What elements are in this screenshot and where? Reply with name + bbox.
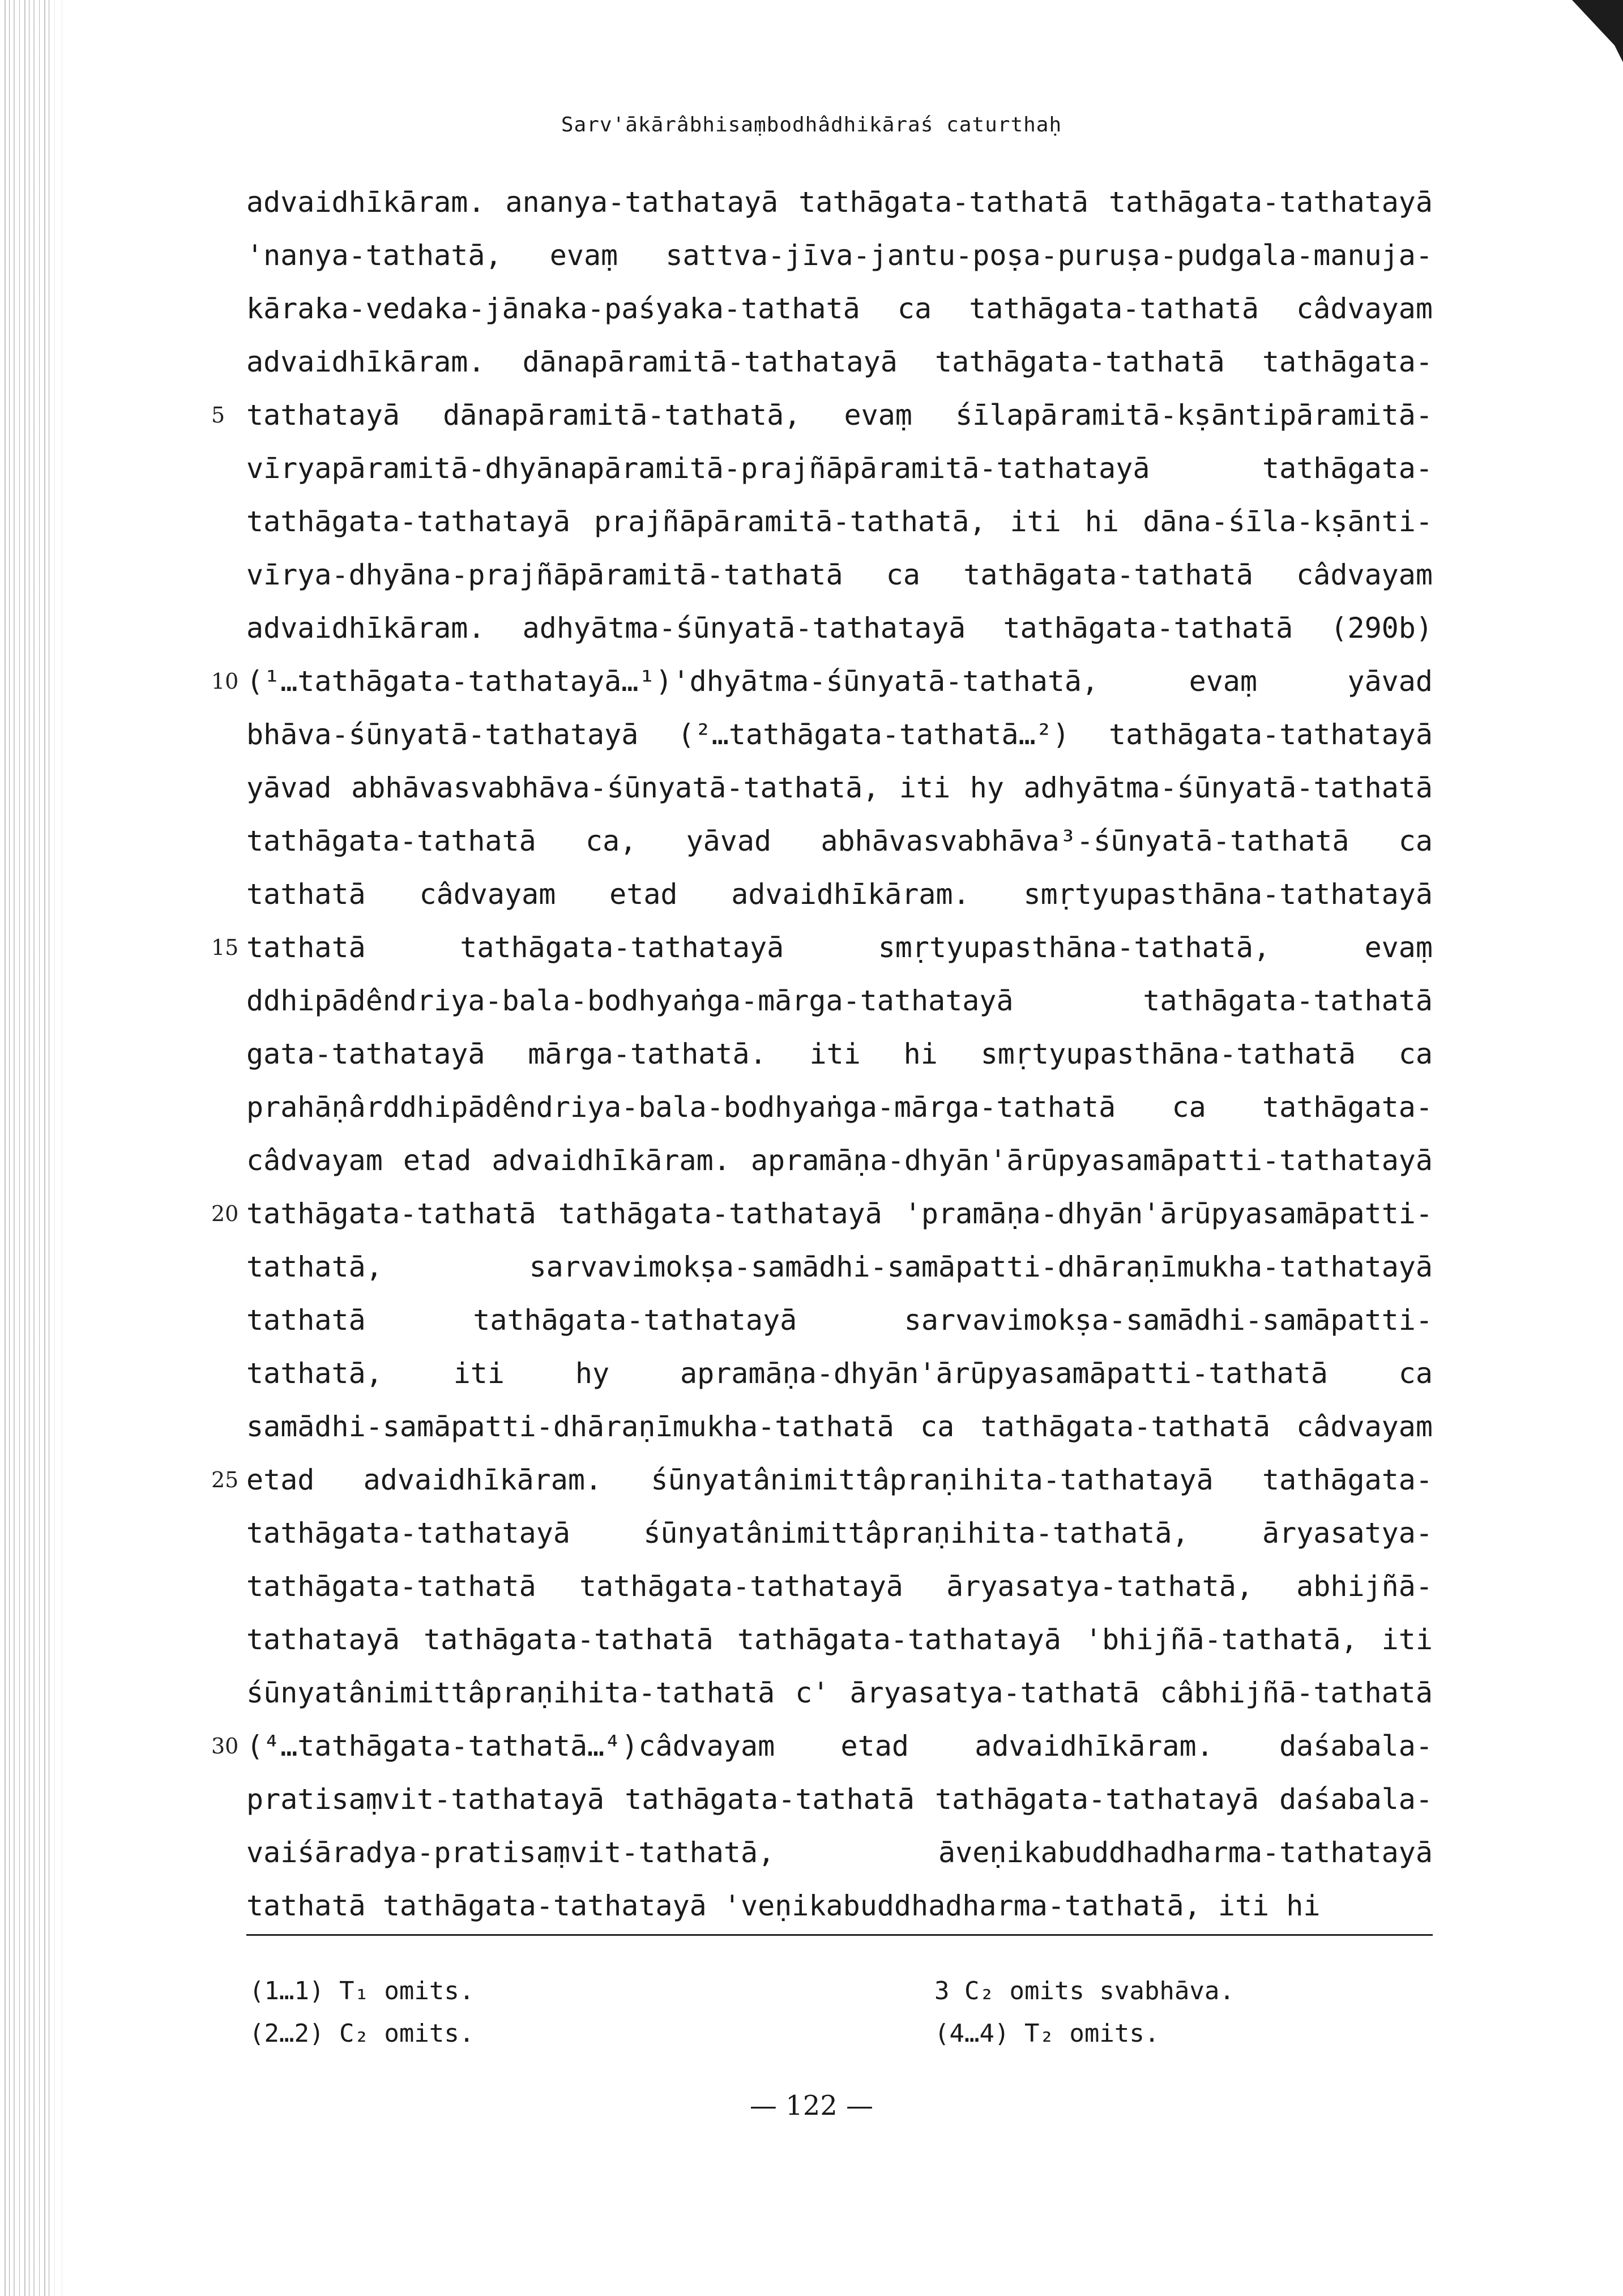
- line-text: yāvad abhāvasvabhāva-śūnyatā-tathatā, iti hy adhyātma-śūnyatā-tathatā: [246, 771, 1433, 804]
- text-line: [246, 442, 1433, 495]
- text-line: [246, 1081, 1433, 1134]
- footnote-3: 3 C₂ omits svabhāva.: [934, 1977, 1235, 2005]
- text-line: [246, 601, 1433, 655]
- text-line: [211, 655, 1433, 708]
- text-line: [246, 1134, 1433, 1187]
- text-line: [246, 1027, 1433, 1081]
- main-text-block: [211, 176, 1433, 1932]
- scan-edge-left-inner: [51, 0, 67, 2296]
- footnote-4: (4…4) T₂ omits.: [934, 2019, 1160, 2048]
- text-line: [246, 814, 1433, 868]
- footnote-rule: [246, 1934, 1433, 1936]
- line-number: 25: [211, 1467, 239, 1492]
- line-number: 5: [211, 403, 225, 428]
- text-line: [246, 974, 1433, 1027]
- text-line: [246, 868, 1433, 921]
- text-line: [246, 1240, 1433, 1294]
- text-line: [211, 1453, 1433, 1507]
- line-text: samādhi-samāpatti-dhāraṇīmukha-tathatā ca tathāgata-tathatā câdvayam: [246, 1410, 1433, 1443]
- text-line: [246, 1879, 1433, 1932]
- running-head: Sarv'ākārâbhisaṃbodhâdhikāraś caturthaḥ: [561, 113, 1062, 136]
- line-text: advaidhīkāram. ananya-tathatayā tathāgata-tathatā tathāgata-tathatayā: [246, 186, 1433, 219]
- line-text: vīrya-dhyāna-prajñāpāramitā-tathatā ca tathāgata-tathatā câdvayam: [246, 558, 1433, 591]
- line-text: vaiśāradya-pratisaṃvit-tathatā, āveṇikabuddhadharma-tathatayā: [246, 1836, 1433, 1869]
- text-line: [246, 282, 1433, 335]
- line-text: tathāgata-tathatā tathāgata-tathatayā 'pramāṇa-dhyān'ārūpyasamāpatti-: [246, 1197, 1433, 1230]
- text-line: [246, 548, 1433, 601]
- text-line: [211, 921, 1433, 974]
- line-text: tathatayā tathāgata-tathatā tathāgata-tathatayā 'bhijñā-tathatā, iti: [246, 1623, 1433, 1656]
- line-text: tathatā tathāgata-tathatayā sarvavimokṣa-samādhi-samāpatti-: [246, 1304, 1433, 1337]
- text-line: [211, 389, 1433, 442]
- line-number: 30: [211, 1734, 239, 1759]
- line-text: advaidhīkāram. adhyātma-śūnyatā-tathatayā tathāgata-tathatā (290b): [246, 612, 1433, 645]
- line-text: vīryapāramitā-dhyānapāramitā-prajñāpāramitā-tathatayā tathāgata-: [246, 452, 1433, 485]
- line-text: tathāgata-tathatā tathāgata-tathatayā āryasatya-tathatā, abhijñā-: [246, 1570, 1433, 1603]
- line-text: tathatā tathāgata-tathatayā 'veṇikabuddhadharma-tathatā, iti hi: [246, 1889, 1321, 1922]
- line-text: kāraka-vedaka-jānaka-paśyaka-tathatā ca tathāgata-tathatā câdvayam: [246, 292, 1433, 325]
- text-line: [246, 1826, 1433, 1879]
- line-text: câdvayam etad advaidhīkāram. apramāṇa-dhyān'ārūpyasamāpatti-tathatayā: [246, 1144, 1433, 1177]
- line-text: tathāgata-tathatā ca, yāvad abhāvasvabhāva³-śūnyatā-tathatā ca: [246, 825, 1433, 857]
- line-text: bhāva-śūnyatā-tathatayā (²…tathāgata-tathatā…²) tathāgata-tathatayā: [246, 718, 1433, 751]
- line-text: śūnyatânimittâpraṇihita-tathatā c' āryasatya-tathatā câbhijñā-tathatā: [246, 1676, 1433, 1709]
- text-line: [246, 229, 1433, 282]
- footnote-2: (2…2) C₂ omits.: [249, 2019, 475, 2048]
- line-number: 15: [211, 935, 239, 960]
- line-text: tathāgata-tathatayā prajñāpāramitā-tathatā, iti hi dāna-śīla-kṣānti-: [246, 505, 1433, 538]
- line-text: tathatā, sarvavimokṣa-samādhi-samāpatti-dhāraṇīmukha-tathatayā: [246, 1251, 1433, 1283]
- line-number: 20: [211, 1201, 239, 1226]
- text-line: [246, 1773, 1433, 1826]
- line-text: (⁴…tathāgata-tathatā…⁴)câdvayam etad advaidhīkāram. daśabala-: [246, 1730, 1433, 1762]
- page-number: — 122 —: [749, 2090, 874, 2122]
- footnote-1: (1…1) T₁ omits.: [249, 1977, 475, 2005]
- line-text: tathatā, iti hy apramāṇa-dhyān'ārūpyasamāpatti-tathatā ca: [246, 1357, 1433, 1390]
- text-line: [211, 1719, 1433, 1773]
- line-text: tathatā tathāgata-tathatayā smṛtyupasthāna-tathatā, evaṃ: [246, 931, 1433, 964]
- text-line: [246, 335, 1433, 389]
- line-text: tathatayā dānapāramitā-tathatā, evaṃ śīlapāramitā-kṣāntipāramitā-: [246, 399, 1433, 432]
- text-line: [246, 1347, 1433, 1400]
- line-text: prahāṇârddhipādêndriya-bala-bodhyaṅga-mārga-tathatā ca tathāgata-: [246, 1091, 1433, 1124]
- text-line: [246, 1400, 1433, 1453]
- scan-corner-mark: [1555, 0, 1623, 62]
- text-line: [246, 176, 1433, 229]
- line-text: ddhipādêndriya-bala-bodhyaṅga-mārga-tathatayā tathāgata-tathatā: [246, 984, 1433, 1017]
- line-text: (¹…tathāgata-tathatayā…¹)'dhyātma-śūnyatā-tathatā, evaṃ yāvad: [246, 665, 1433, 698]
- text-line: [246, 495, 1433, 548]
- text-line: [246, 1613, 1433, 1666]
- text-line: [246, 708, 1433, 761]
- line-text: advaidhīkāram. dānapāramitā-tathatayā tathāgata-tathatā tathāgata-: [246, 345, 1433, 378]
- text-line: [246, 1560, 1433, 1613]
- text-line: [246, 1294, 1433, 1347]
- line-text: gata-tathatayā mārga-tathatā. iti hi smṛtyupasthāna-tathatā ca: [246, 1038, 1433, 1070]
- line-text: pratisaṃvit-tathatayā tathāgata-tathatā tathāgata-tathatayā daśabala-: [246, 1783, 1433, 1816]
- text-line: [246, 1666, 1433, 1719]
- line-text: 'nanya-tathatā, evaṃ sattva-jīva-jantu-poṣa-puruṣa-pudgala-manuja-: [246, 239, 1433, 272]
- scan-edge-left: [0, 0, 51, 2296]
- text-line: [246, 1507, 1433, 1560]
- line-text: tathatā câdvayam etad advaidhīkāram. smṛtyupasthāna-tathatayā: [246, 878, 1433, 911]
- line-text: etad advaidhīkāram. śūnyatânimittâpraṇihita-tathatayā tathāgata-: [246, 1463, 1433, 1496]
- text-line: [211, 1187, 1433, 1240]
- line-number: 10: [211, 669, 239, 694]
- text-line: [246, 761, 1433, 814]
- line-text: tathāgata-tathatayā śūnyatânimittâpraṇihita-tathatā, āryasatya-: [246, 1517, 1433, 1550]
